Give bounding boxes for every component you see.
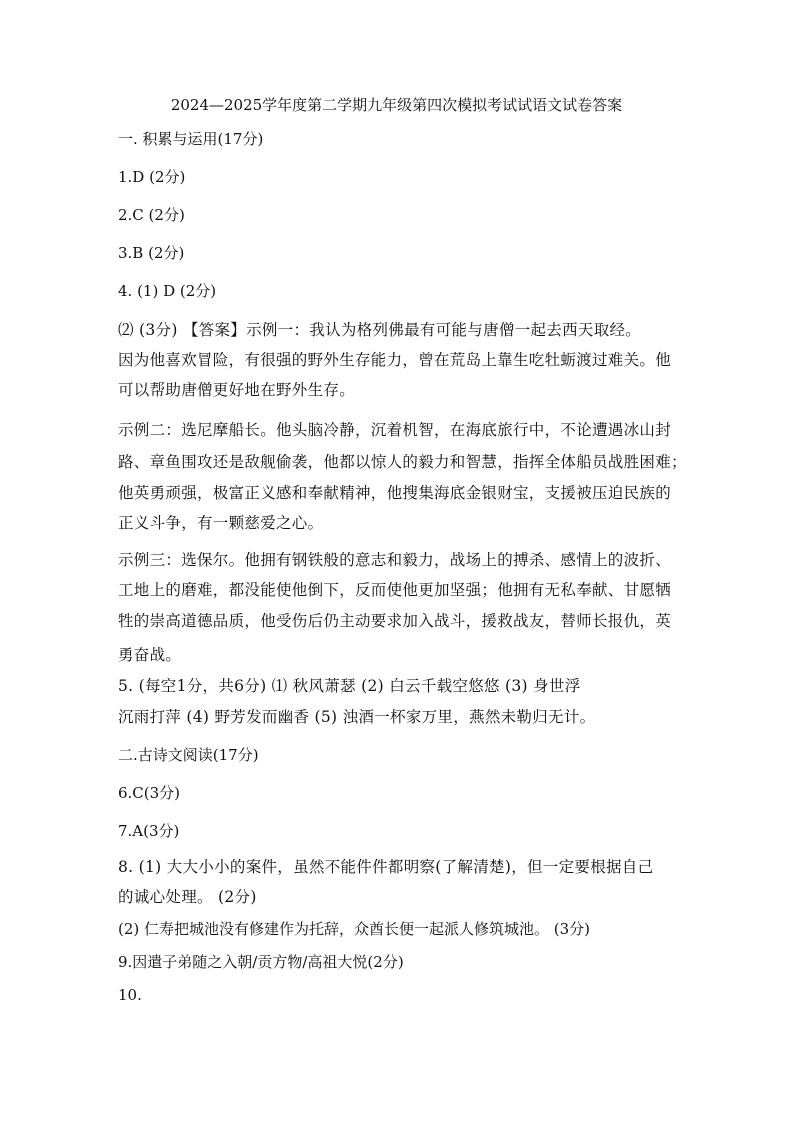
answer-7: 7.A(3分) [118,822,180,840]
example-3-line-1: 示例三：选保尔。他拥有钢铁般的意志和毅力，战场上的搏杀、感情上的波折、 [118,551,672,569]
answer-4-2-line-1: ⑵ (3分) 【答案】示例一：我认为格列佛最有可能与唐僧一起去西天取经。 [118,321,642,339]
section1-heading: 一. 积累与运用(17分) [118,130,264,148]
example-2-line-4: 正义斗争，有一颗慈爱之心。 [118,514,324,532]
section2-heading: 二.古诗文阅读(17分) [118,746,259,764]
answer-5-line-1: 5. (每空1分，共6分) ⑴ 秋风萧瑟 (2) 白云千载空悠悠 (3) 身世浮 [118,677,581,695]
answer-3: 3.B (2分) [118,244,185,262]
example-3-line-4: 勇奋战。 [118,646,182,664]
answer-4-1: 4. (1) D (2分) [118,282,217,300]
answer-1: 1.D (2分) [118,168,186,186]
answer-8-2: (2) 仁寿把城池没有修建作为托辞，众酋长便一起派人修筑城池。 (3分) [118,920,591,938]
answer-8-1-line-1: 8. (1) 大大小小的案件，虽然不能件件都明察(了解清楚)，但一定要根据自己 [118,858,654,876]
example-2-line-3: 他英勇顽强，极富正义感和奉献精神，他搜集海底金银财宝，支援被压迫民族的 [118,484,672,502]
answer-5-line-2: 沉雨打萍 (4) 野芳发而幽香 (5) 浊酒一杯家万里，燕然未勒归无计。 [118,708,596,726]
answer-9: 9.因遣子弟随之入朝/贡方物/高祖大悦(2分) [118,953,404,971]
example-3-line-2: 工地上的磨难，都没能使他倒下，反而使他更加坚强；他拥有无私奉献、甘愿牺 [118,581,672,599]
example-2-line-2: 路、章鱼围攻还是敌舰偷袭，他都以惊人的毅力和智慧，指挥全体船员战胜困难； [118,453,687,471]
answer-6: 6.C(3分) [118,784,181,802]
example-3-line-3: 牲的崇高道德品质，他受伤后仍主动要求加入战斗，援救战友，替师长报仇，英 [118,612,672,630]
answer-2: 2.C (2分) [118,206,185,224]
answer-8-1-line-2: 的诚心处理。 (2分) [118,888,257,906]
example-2-line-1: 示例二：选尼摩船长。他头脑冷静，沉着机智，在海底旅行中，不论遭遇冰山封 [118,421,672,439]
document-title: 2024—2025学年度第二学期九年级第四次模拟考试试语文试卷答案 [170,96,623,114]
answer-4-2-line-3: 可以帮助唐僧更好地在野外生存。 [118,381,356,399]
answer-10: 10. [118,986,142,1004]
answer-4-2-line-2: 因为他喜欢冒险，有很强的野外生存能力，曾在荒岛上靠生吃牡蛎渡过难关。他 [118,351,672,369]
